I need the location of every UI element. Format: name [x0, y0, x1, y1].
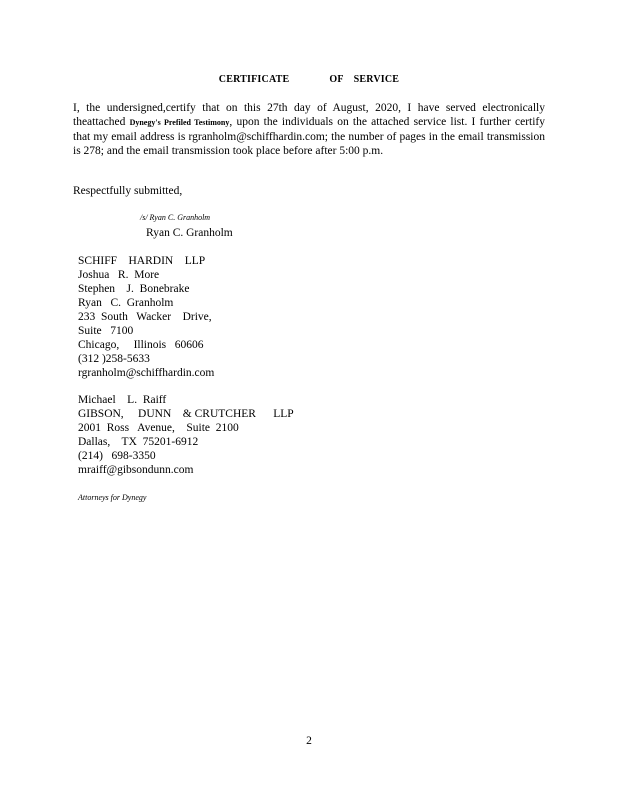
firm1-line: Ryan C. Granholm: [78, 297, 174, 309]
firm1-line: Joshua R. More: [78, 269, 160, 281]
title-word-of: OF: [329, 74, 344, 85]
firm1-line: Chicago, Illinois 60606: [78, 339, 204, 351]
signer-name: Ryan C. Granholm: [146, 227, 233, 239]
certification-paragraph: [73, 101, 545, 158]
title-word-certificate: CERTIFICATE: [218, 74, 290, 85]
firm-address-block-schiff: [78, 254, 214, 380]
firm1-line: Stephen J. Bonebrake: [78, 283, 190, 295]
page-number: 2: [306, 735, 312, 747]
firm2-line: GIBSON, DUNN & CRUTCHER LLP: [78, 408, 294, 420]
firm-address-block-gibson: [78, 393, 294, 477]
firm2-line: Michael L. Raiff: [78, 394, 167, 406]
electronic-signature: /s/ Ryan C. Granholm: [140, 213, 211, 222]
firm1-line: SCHIFF HARDIN LLP: [78, 255, 206, 267]
firm1-email: rgranholm@schiffhardin.com: [78, 367, 215, 379]
page-title: [0, 74, 618, 85]
firm1-line: Suite 7100: [78, 325, 134, 337]
firm1-line: (312 )258-5633: [78, 353, 150, 365]
body-text-part2: , upon the individuals on the attached service list. I further certify that my email address is rgranholm@schiffhardin.com; the number of pages in the email transmission is 278; and the email transmission took place before after 5:00 p.m.: [73, 116, 546, 157]
body-text-part1: I, the undersigned,certify that on this 27th day of August, 2020, I have served electronically theattached: [73, 102, 545, 128]
document-name: Dynegy's Prefiled Testimony: [129, 118, 230, 127]
firm2-line: Dallas, TX 75201-6912: [78, 436, 199, 448]
attorneys-for-line: Attorneys for Dynegy: [78, 493, 147, 502]
closing-line: Respectfully submitted,: [73, 185, 183, 197]
firm2-line: (214) 698-3350: [78, 450, 156, 462]
firm2-line: 2001 Ross Avenue, Suite 2100: [78, 422, 239, 434]
firm1-line: 233 South Wacker Drive,: [78, 311, 212, 323]
title-word-service: SERVICE: [353, 74, 400, 85]
firm2-email: mraiff@gibsondunn.com: [78, 464, 194, 476]
